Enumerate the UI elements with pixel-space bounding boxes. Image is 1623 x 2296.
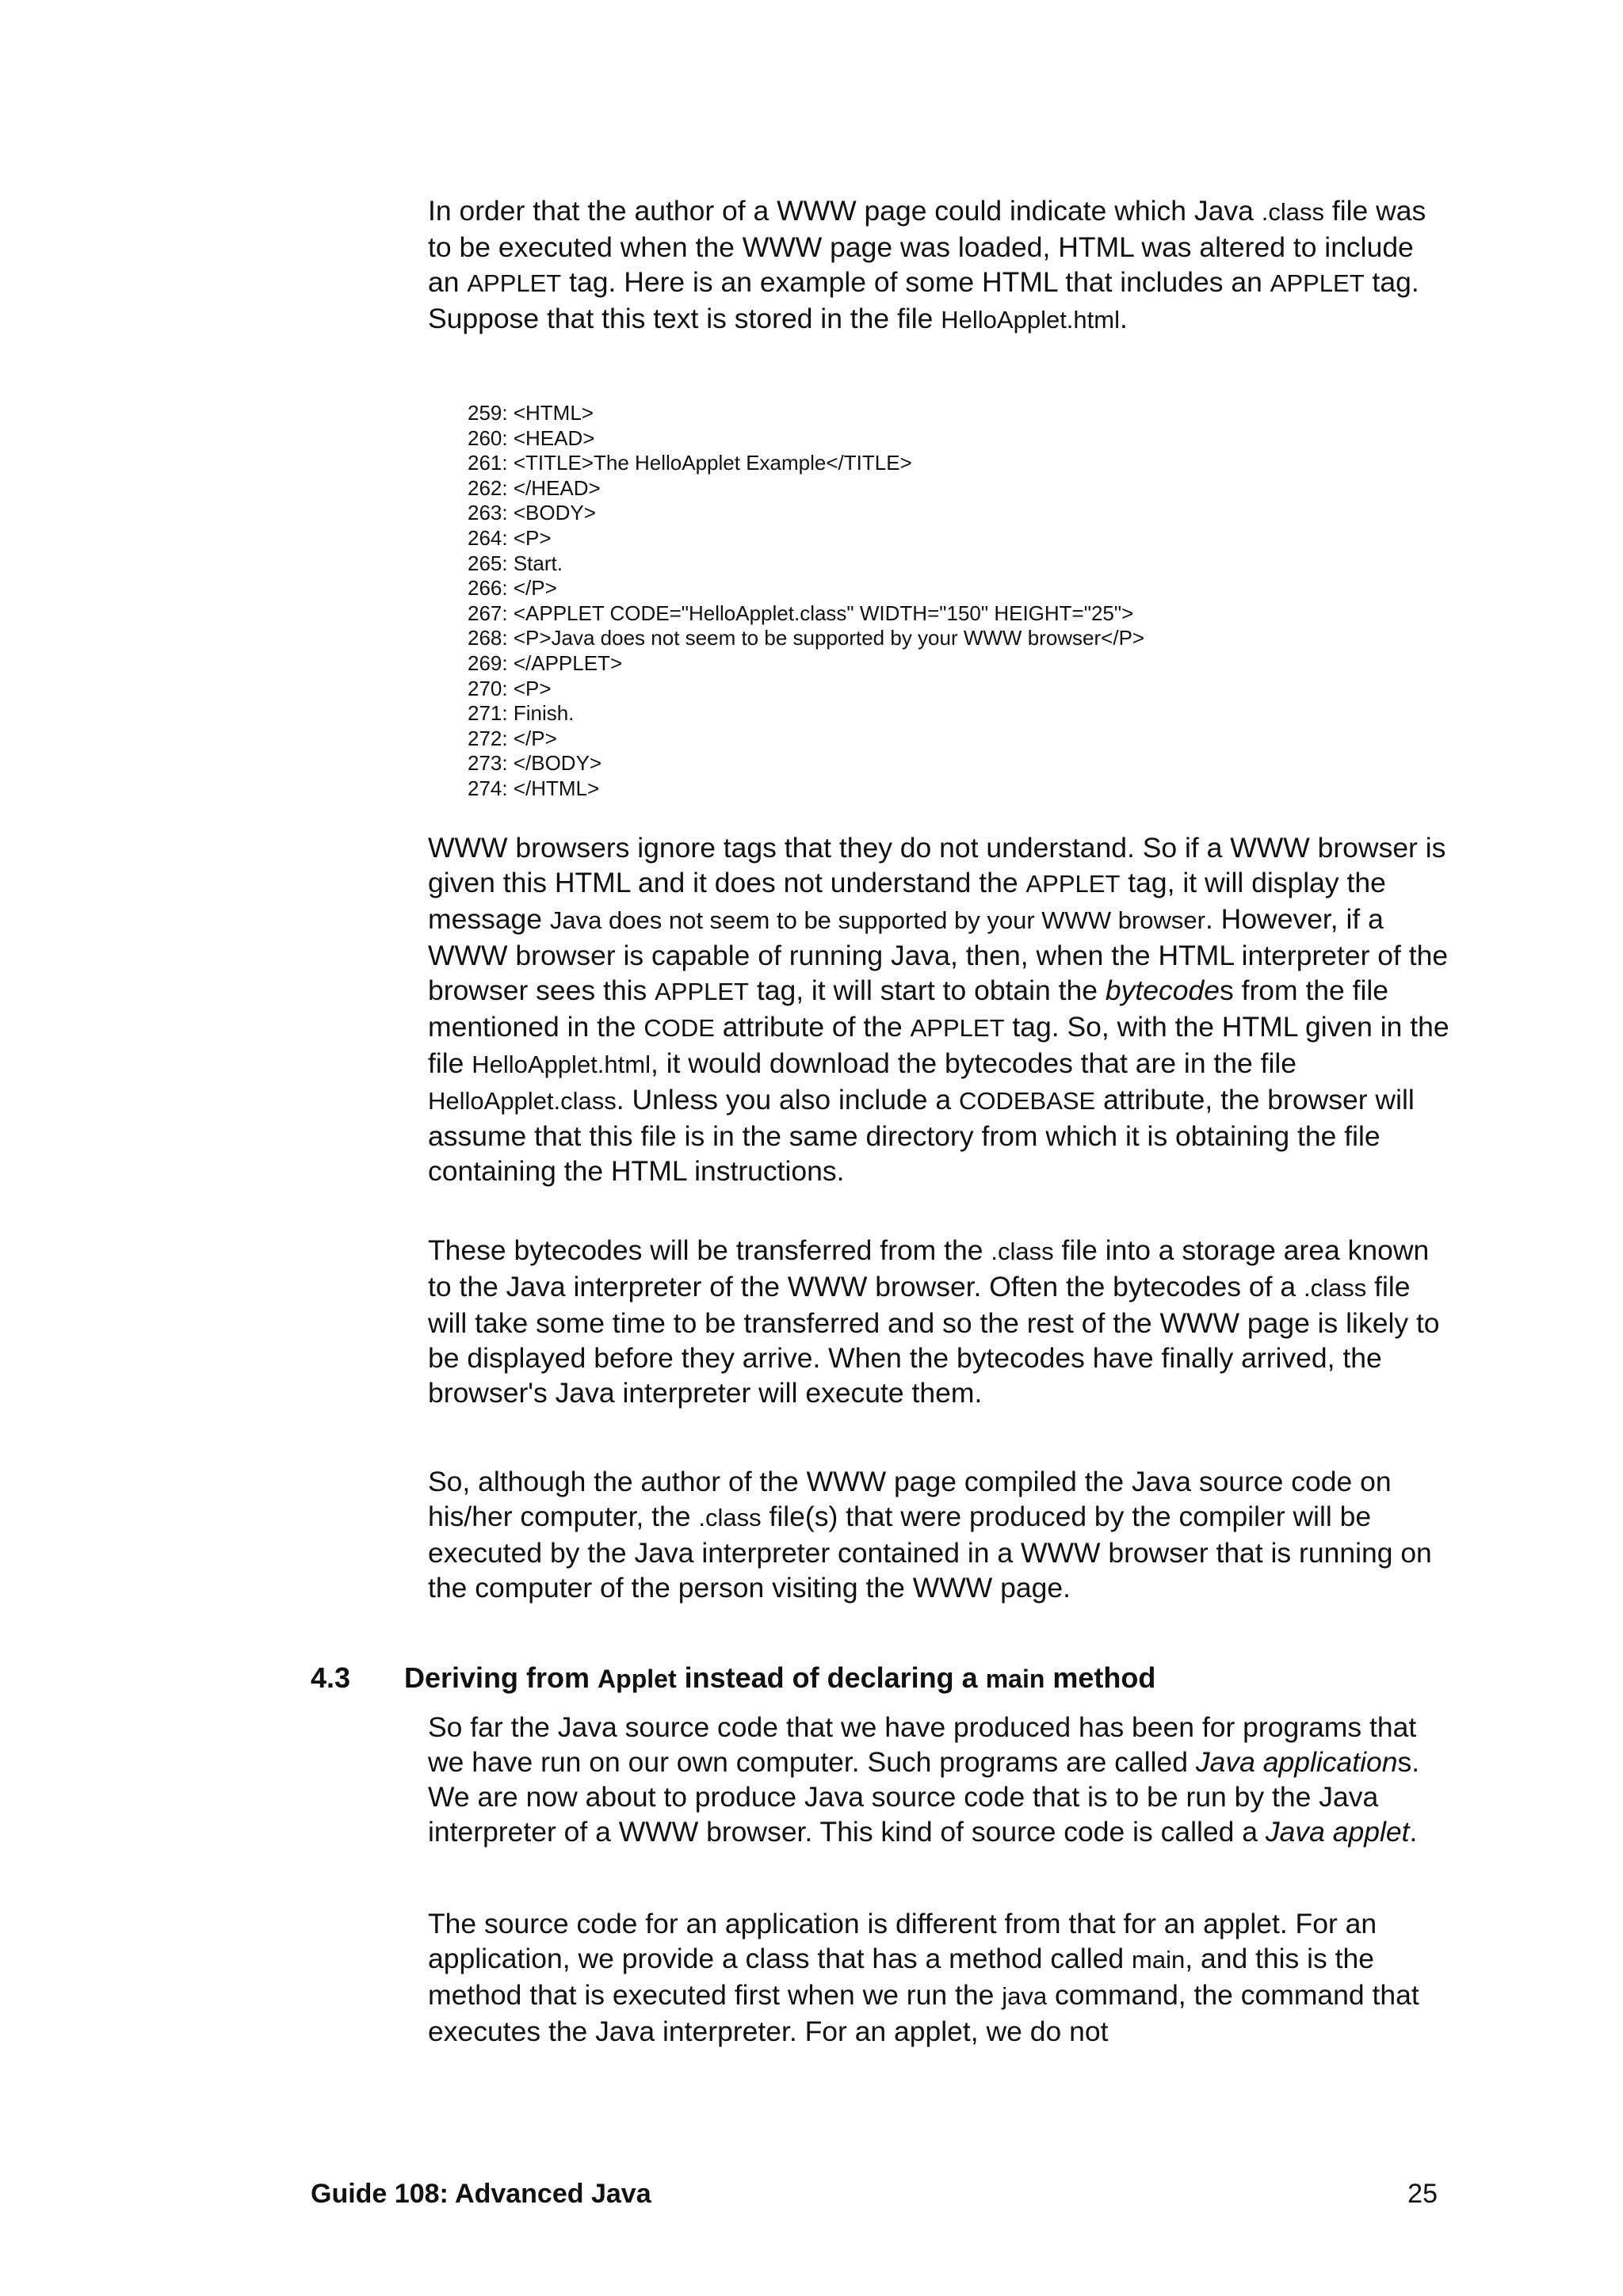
code-line: 270: <P> — [468, 676, 552, 700]
paragraph-bytecode-transfer: These bytecodes will be transferred from the .class file into a storage area known to the Java interpreter of the WWW browser. Often the bytecodes of a .class file will take some time to be transferred and so the rest of the WWW page is likely to be displayed before they arrive. When the bytecodes have finally arrived, the browser's Java interpreter will execute them. — [428, 1234, 1440, 1409]
code-line: 263: <BODY> — [468, 501, 596, 525]
paragraph-applet-tag-intro: In order that the author of a WWW page could indicate which Java .class file was to be executed when the WWW page was loaded, HTML was altered to include an APPLET tag. Here is an example of some HTML that includes an APPLET tag. Suppose that this text is stored in the file HelloApplet.html. — [428, 195, 1426, 334]
code-line: 265: Start. — [468, 551, 563, 575]
code-line: 262: </HEAD> — [468, 475, 601, 500]
page-number: 25 — [1407, 2179, 1438, 2209]
code-line: 264: <P> — [468, 525, 552, 550]
section-heading: 4.3 Deriving from Applet instead of declaring a main method — [311, 1661, 1156, 1694]
code-line: 267: <APPLET CODE="HelloApplet.class" WIDTH="150" HEIGHT="25"> — [468, 601, 1134, 625]
code-line: 271: Finish. — [468, 701, 575, 726]
footer-title: Guide 108: Advanced Java — [311, 2179, 651, 2209]
paragraph-execution-summary: So, although the author of the WWW page compiled the Java source code on his/her computer, the .class file(s) that were produced by the compiler will be executed by the Java interpreter contained in a WWW browser that is running on the computer of the person visiting the WWW page. — [428, 1466, 1432, 1604]
code-line: 261: <TITLE>The HelloApplet Example</TITLE> — [468, 451, 912, 475]
code-line: 259: <HTML> — [468, 401, 594, 425]
code-line: 272: </P> — [468, 726, 557, 750]
paragraph-source-differences: The source code for an application is different from that for an applet. For an application, we provide a class that has a method called main, and this is the method that is executed first when we run the java command, the command that executes the Java interpreter. For an applet, we do not — [428, 1908, 1419, 2047]
code-line: 268: <P>Java does not seem to be supported by your WWW browser</P> — [468, 626, 1145, 650]
code-line: 269: </APPLET> — [468, 650, 623, 675]
code-line: 266: </P> — [468, 576, 557, 601]
paragraph-applications-vs-applets: So far the Java source code that we have produced has been for programs that we have run on our own computer. Such programs are called Java applications. We are now about to produce Java source code that is to be run by the Java interpreter of a WWW browser. This kind of source code is called a Java applet. — [428, 1711, 1420, 1848]
code-line: 273: </BODY> — [468, 751, 602, 776]
html-code-listing — [468, 401, 1144, 802]
code-line: 260: <HEAD> — [468, 425, 595, 450]
section-number: 4.3 — [311, 1661, 351, 1694]
paragraph-browser-behaviour: WWW browsers ignore tags that they do not understand. So if a WWW browser is given this HTML and it does not understand the APPLET tag, it will display the message Java does not seem to be supported by your WWW browser. However, if a WWW browser is capable of running Java, then, when the HTML interpreter of the browser sees this APPLET tag, it will start to obtain the bytecodes from the file mentioned in the CODE attribute of the APPLET tag. So, with the HTML given in the file HelloApplet.html, it would download the bytecodes that are in the file HelloApplet.class. Unless you also include a CODEBASE attribute, the browser will assume that this file is in the same directory from which it is obtaining the file containing the HTML instructions. — [428, 832, 1449, 1187]
code-line: 274: </HTML> — [468, 776, 600, 800]
